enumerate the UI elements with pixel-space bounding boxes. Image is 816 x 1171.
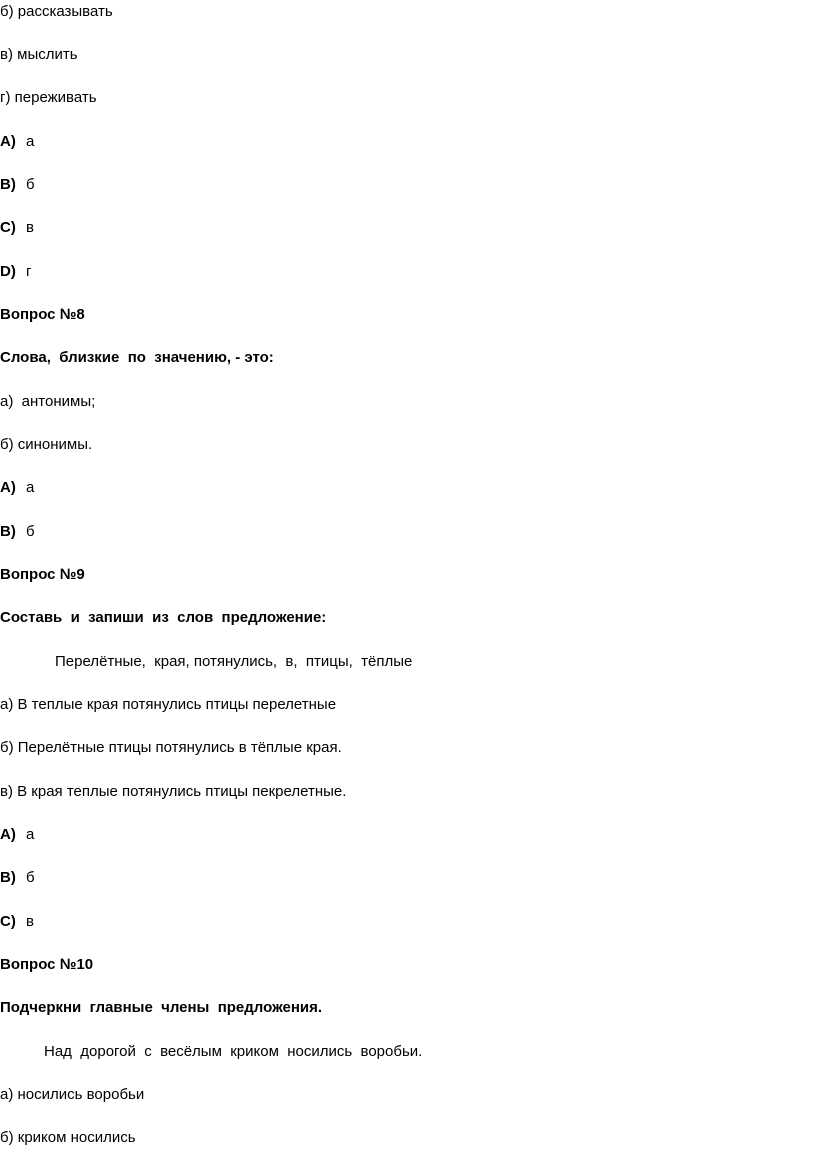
answer-value: б bbox=[26, 176, 35, 193]
q9-answer-c bbox=[0, 912, 34, 932]
answer-value: б bbox=[26, 523, 35, 540]
q9-answer-b bbox=[0, 868, 35, 888]
q8-prompt: Слова, близкие по значению, - это: bbox=[0, 349, 274, 366]
q10-option-b: б) криком носились bbox=[0, 1129, 136, 1146]
q8-title: Вопрос №8 bbox=[0, 306, 85, 323]
q7-answer-b bbox=[0, 175, 35, 195]
q8-option-a: а) антонимы; bbox=[0, 393, 96, 410]
q8-option-b: б) синонимы. bbox=[0, 436, 93, 453]
answer-key: A) bbox=[0, 479, 16, 496]
q7-answer-c bbox=[0, 218, 34, 238]
q7-answer-d bbox=[0, 262, 31, 282]
answer-key: B) bbox=[0, 869, 16, 886]
q9-option-b: б) Перелётные птицы потянулись в тёплые края. bbox=[0, 739, 342, 756]
q10-title: Вопрос №10 bbox=[0, 956, 94, 973]
q10-sentence: Над дорогой с весёлым криком носились воробьи. bbox=[44, 1043, 423, 1060]
answer-key: A) bbox=[0, 133, 16, 150]
answer-key: C) bbox=[0, 913, 16, 930]
answer-value: б bbox=[26, 869, 35, 886]
q7-option-b: б) рассказывать bbox=[0, 3, 113, 20]
q9-option-a: а) В теплые края потянулись птицы перелетные bbox=[0, 696, 337, 713]
q9-title: Вопрос №9 bbox=[0, 566, 85, 583]
q10-prompt: Подчеркни главные члены предложения. bbox=[0, 999, 323, 1016]
answer-value: а bbox=[26, 479, 35, 496]
q10-option-a: а) носились воробьи bbox=[0, 1086, 145, 1103]
answer-value: в bbox=[26, 219, 34, 236]
q9-answer-a bbox=[0, 825, 34, 845]
q9-words: Перелётные, края, потянулись, в, птицы, тёплые bbox=[55, 653, 413, 670]
answer-value: г bbox=[26, 263, 32, 280]
answer-key: B) bbox=[0, 523, 16, 540]
q7-answer-a bbox=[0, 132, 34, 152]
answer-key: A) bbox=[0, 826, 16, 843]
answer-key: C) bbox=[0, 219, 16, 236]
answer-value: а bbox=[26, 826, 35, 843]
answer-key: B) bbox=[0, 176, 16, 193]
q9-prompt: Составь и запиши из слов предложение: bbox=[0, 609, 327, 626]
q9-option-v: в) В края теплые потянулись птицы пекрелетные. bbox=[0, 783, 347, 800]
q8-answer-b bbox=[0, 522, 35, 542]
answer-value: а bbox=[26, 133, 35, 150]
q8-answer-a bbox=[0, 478, 34, 498]
q7-option-g: г) переживать bbox=[0, 89, 97, 106]
q7-option-v: в) мыслить bbox=[0, 46, 78, 63]
answer-value: в bbox=[26, 913, 34, 930]
answer-key: D) bbox=[0, 263, 16, 280]
